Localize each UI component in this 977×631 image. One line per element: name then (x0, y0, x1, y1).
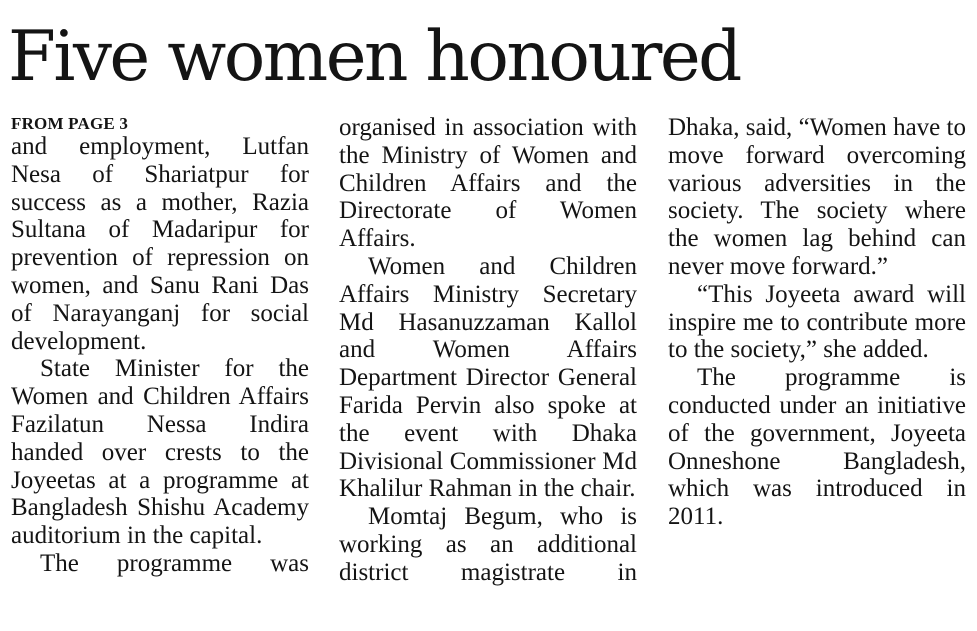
article-column-1 (11, 114, 309, 578)
article-paragraph: and employment, Lutfan Nesa of Shariatpur for success as a mother, Razia Sultana of Madaripur for prevention of repression on women, and Sanu Rani Das of Narayanganj for social development. (11, 133, 309, 355)
article-paragraph: Momtaj Begum, who is working as an additional district magistrate in (339, 503, 637, 586)
article-column-2 (339, 114, 637, 587)
article-paragraph: Women and Children Affairs Ministry Secretary Md Hasanuzzaman Kallol and Women Affairs Department Director General Farida Pervin also spoke at the event with Dhaka Divisional Commissioner Md Khalilur Rahman in the chair. (339, 252, 637, 503)
headline: Five women honoured (8, 17, 740, 97)
article-column-3 (668, 114, 966, 531)
article-paragraph: organised in association with the Ministry of Women and Children Affairs and the Directorate of Women Affairs. (339, 114, 637, 253)
article-paragraph: “This Joyeeta award will inspire me to contribute more to the society,” she added. (668, 280, 966, 364)
article-paragraph: The programme is conducted under an initiative of the government, Joyeeta Onneshone Bangladesh, which was introduced in 2011. (668, 364, 966, 531)
continuation-kicker: FROM PAGE 3 (11, 114, 129, 133)
article-paragraph: The programme was (40, 549, 309, 577)
article-paragraph: State Minister for the Women and Children Affairs Fazilatun Nessa Indira handed over crests to the Joyeetas at a programme at Bangladesh Shishu Academy auditorium in the capital. (11, 355, 309, 550)
article-paragraph: Dhaka, said, “Women have to move forward overcoming various adversities in the society. The society where the women lag behind can never move forward.” (668, 114, 966, 280)
